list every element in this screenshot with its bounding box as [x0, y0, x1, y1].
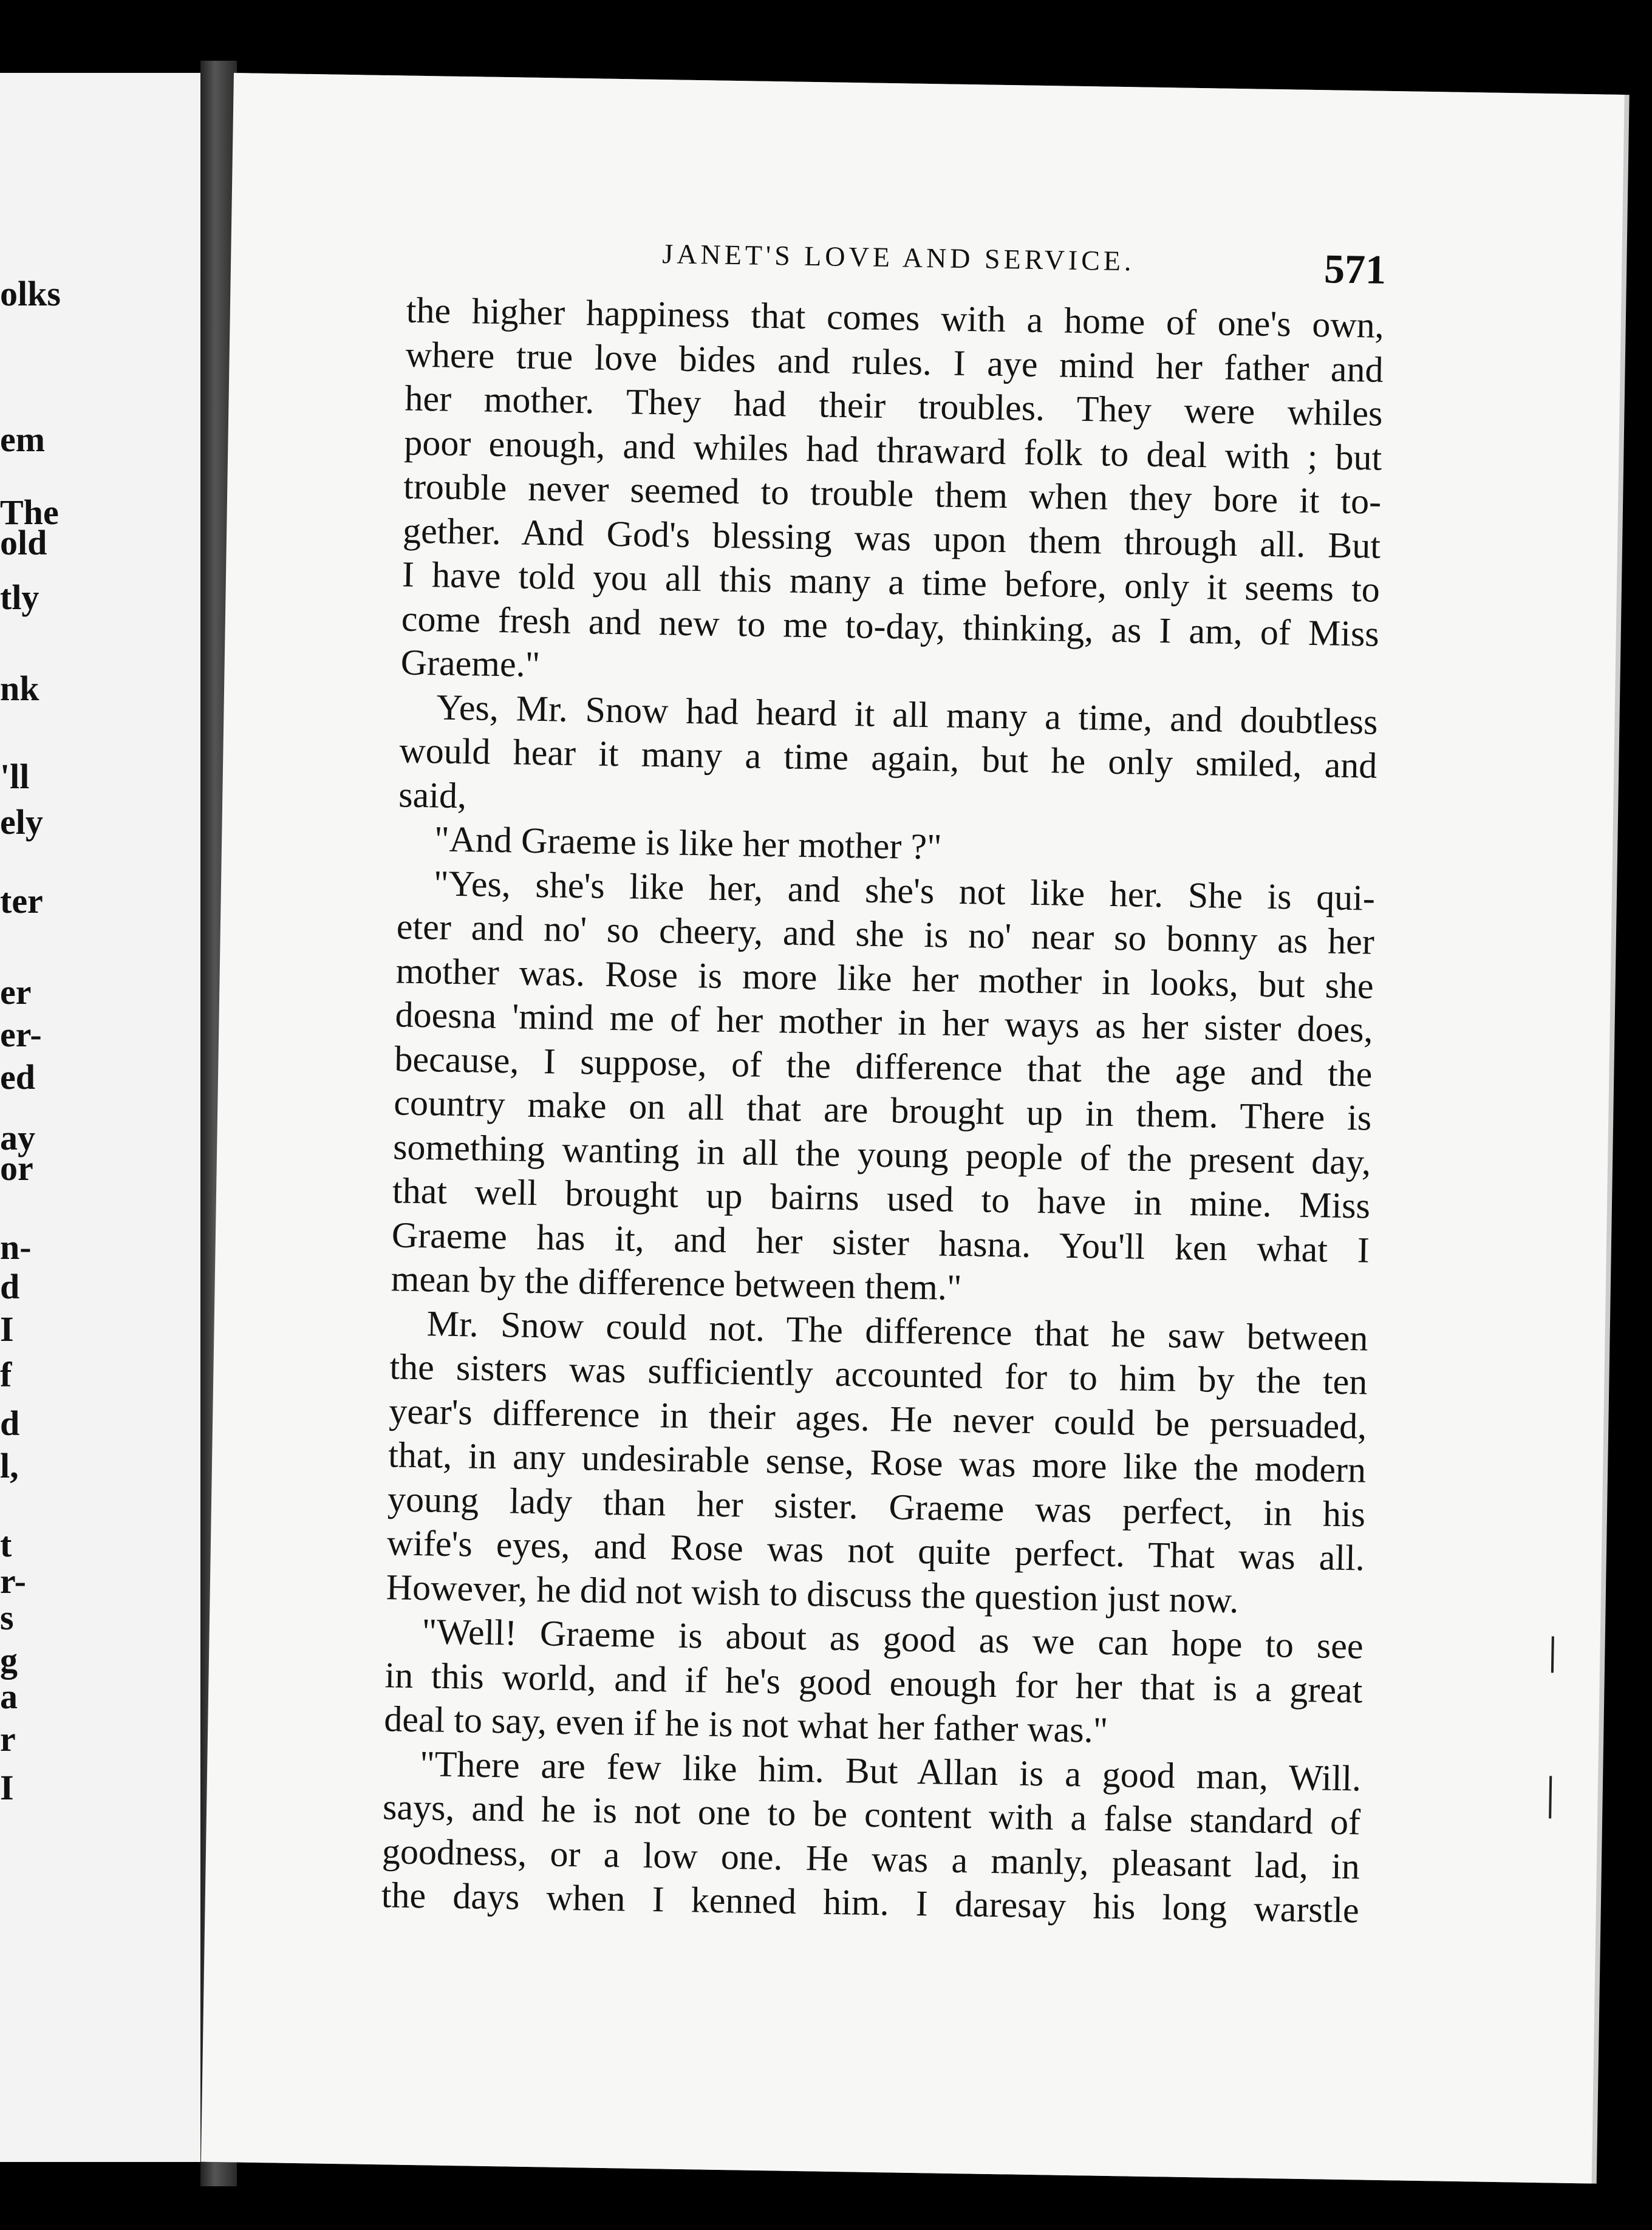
left-page-fragment: er-	[0, 1015, 42, 1054]
text-line: "And Graeme is like her mother ?"	[434, 819, 943, 867]
left-page-fragment: g	[0, 1640, 18, 1680]
text-line: her mother. They had their troubles. They were whiles	[404, 378, 1383, 434]
left-page-fragment: old	[0, 523, 47, 562]
text-line: trouble never seemed to trouble them when they bore it to-	[403, 466, 1382, 522]
left-page-fragment: olks	[0, 274, 61, 313]
left-page-fragment: ed	[0, 1057, 35, 1097]
left-page-fragment: d	[0, 1403, 20, 1443]
text-line: would hear it many a time again, but he only smiled, and	[398, 730, 1377, 786]
text-line: doesna 'mind me of her mother in her ways as her sister does,	[395, 994, 1374, 1050]
text-line: poor enough, and whiles had thraward folk to deal with ; but	[403, 421, 1382, 478]
left-page-fragment: d	[0, 1267, 20, 1306]
text-line: Graeme."	[400, 642, 541, 685]
text-line: "Yes, she's like her, and she's not like her. She is qui-	[433, 862, 1376, 918]
text-line: gether. And God's blessing was upon them through all. But	[402, 510, 1381, 566]
text-line: "There are few like him. But Allan is a good man, Will.	[419, 1743, 1362, 1798]
text-line: come fresh and new to me to-day, thinking, as I am, of Miss	[401, 598, 1380, 654]
left-page-fragment: r	[0, 1719, 16, 1759]
left-page-fragment: ter	[0, 881, 43, 921]
text-line: that, in any undesirable sense, Rose was more like the modern	[387, 1434, 1367, 1490]
text-line: says, and he is not one to be content with a false standard of	[382, 1787, 1361, 1843]
left-facing-page	[0, 73, 200, 2162]
left-page-fragment: r-	[0, 1561, 26, 1601]
left-page-fragment: I	[0, 1309, 14, 1349]
left-page-fragment: t	[0, 1525, 12, 1564]
text-line: wife's eyes, and Rose was not quite perfect. That was all.	[386, 1522, 1365, 1578]
text-line: year's difference in their ages. He never could be persuaded,	[388, 1390, 1367, 1447]
left-page-fragment: or	[0, 1148, 33, 1188]
text-line: Graeme has it, and her sister hasna. You'll ken what I	[391, 1214, 1370, 1270]
text-line: the days when I kenned him. I daresay his long warstle	[381, 1875, 1360, 1931]
text-line: said,	[398, 774, 467, 816]
running-head: JANET'S LOVE AND SERVICE.	[662, 238, 1135, 277]
left-page-fragment: em	[0, 420, 46, 459]
left-page-fragment: f	[0, 1355, 12, 1394]
text-line: goodness, or a low one. He was a manly, pleasant lad, in	[381, 1830, 1360, 1886]
page-number: 571	[1323, 245, 1387, 293]
left-page-fragment: nk	[0, 669, 39, 708]
text-line: Yes, Mr. Snow had heard it all many a time, and doubtless	[436, 686, 1378, 742]
left-page-fragment: tly	[0, 578, 39, 617]
left-page-fragment: The	[0, 493, 59, 532]
left-page-fragment: ely	[0, 802, 43, 842]
left-page-fragment: 'll	[0, 757, 30, 796]
text-line: where true love bides and rules. I aye mind her father and	[405, 334, 1384, 390]
text-line: mean by the difference between them."	[391, 1258, 962, 1308]
left-page-fragment: s	[0, 1598, 14, 1637]
text-line: "Well! Graeme is about as good as we can hope to see	[422, 1611, 1364, 1666]
left-page-fragment: ay	[0, 1118, 35, 1158]
text-line: young lady than her sister. Graeme was perfect, in his	[387, 1478, 1366, 1535]
left-page-fragment: er	[0, 972, 32, 1012]
book-page	[201, 73, 1625, 2184]
text-line: eter and no' so cheery, and she is no' near so bonny as her	[396, 906, 1375, 962]
text-line: the higher happiness that comes with a home of one's own,	[406, 290, 1385, 346]
text-line: that well brought up bairns used to have in mine. Miss	[392, 1170, 1371, 1226]
body-text	[381, 288, 1384, 1932]
left-page-fragment: l,	[0, 1446, 19, 1485]
text-line: because, I suppose, of the difference that the age and the	[394, 1038, 1373, 1094]
text-line: mother was. Rose is more like her mother in looks, but she	[395, 950, 1374, 1006]
left-page-fragment: a	[0, 1677, 18, 1716]
text-line: something wanting in all the young people of the present day,	[392, 1126, 1371, 1182]
text-line: in this world, and if he's good enough for her that is a great	[384, 1654, 1363, 1711]
left-page-fragment: n-	[0, 1227, 32, 1267]
text-line: Mr. Snow could not. The difference that he saw between	[426, 1303, 1369, 1359]
text-line: I have told you all this many a time before, only it seems to	[401, 554, 1381, 610]
text-line: However, he did not wish to discuss the question just now.	[386, 1566, 1239, 1620]
text-line: deal to say, even if he is not what her father was."	[383, 1699, 1108, 1750]
text-line: country make on all that are brought up in them. There is	[393, 1082, 1372, 1138]
text-line: the sisters was sufficiently accounted for to him by the ten	[389, 1346, 1368, 1402]
margin-marks	[1549, 1636, 1555, 1818]
left-page-fragment: I	[0, 1768, 14, 1807]
